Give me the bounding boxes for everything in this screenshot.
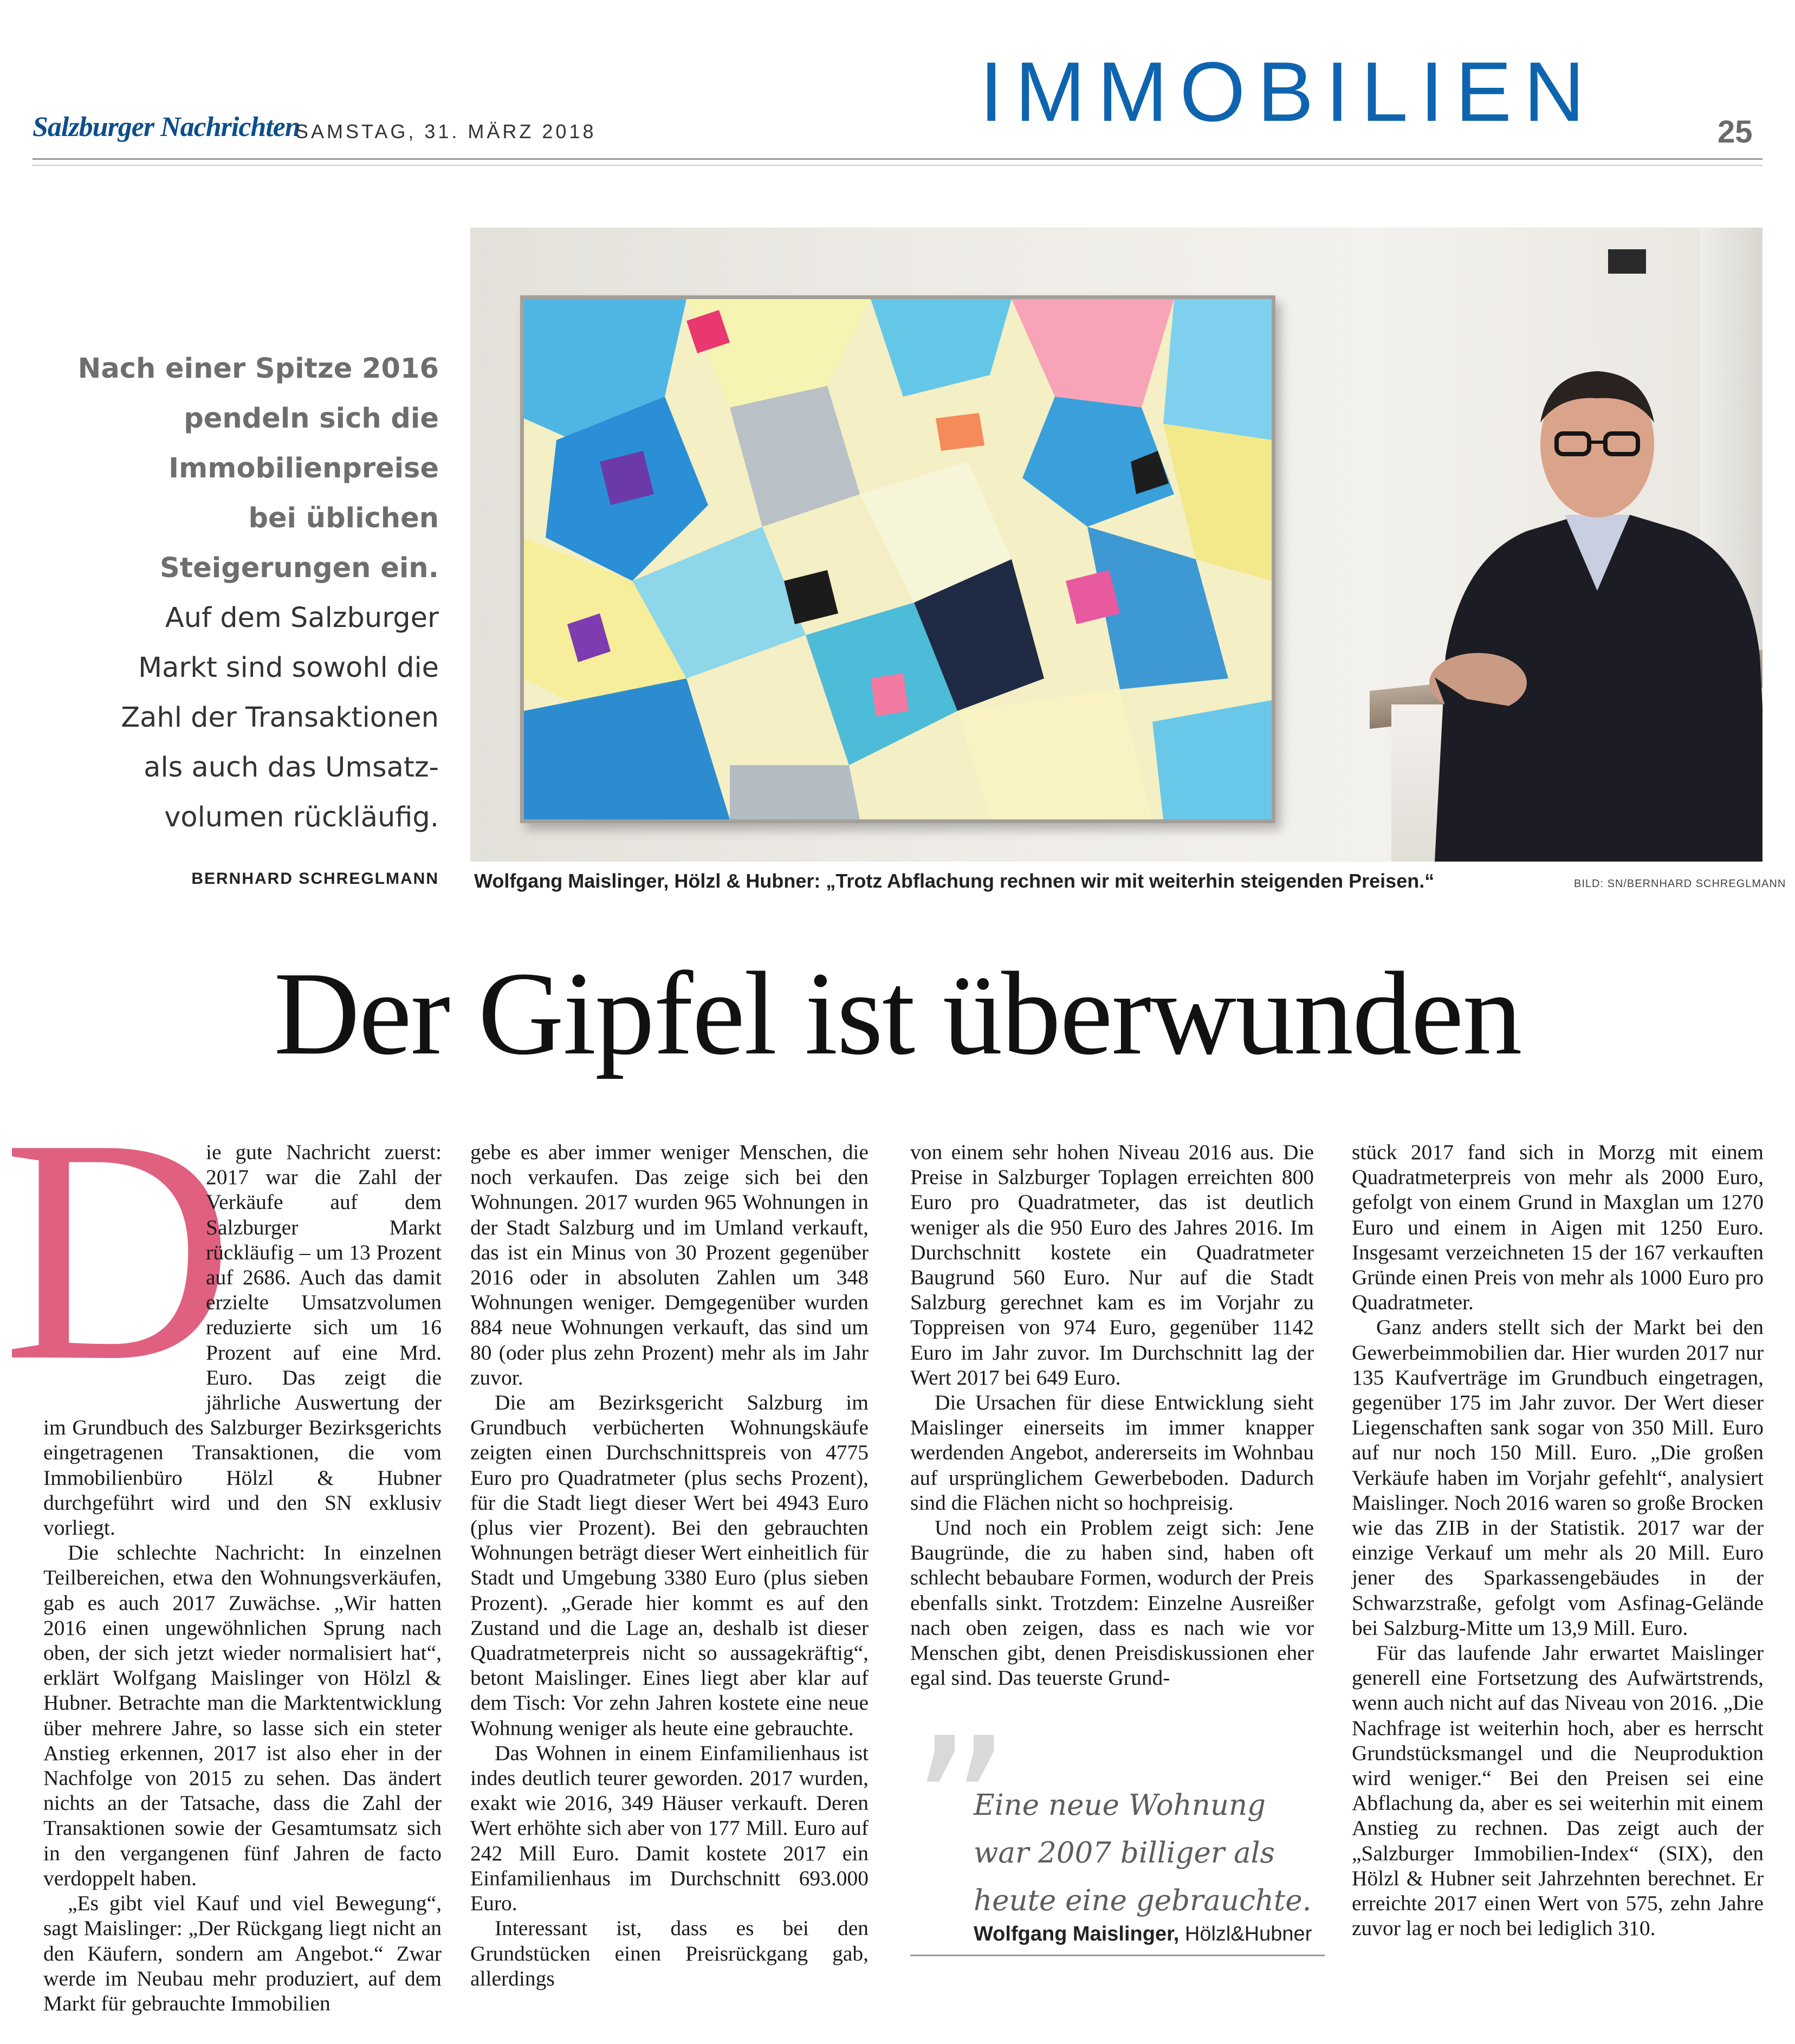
lead-line: Markt sind sowohl die: [138, 652, 439, 684]
paragraph: Die schlechte Nachricht: In einzelnen Teilbereichen, etwa den Wohnungsverkäufen, gab es auch 2017 Zuwächse. „Wir hatten 2016 einen ungewöhnlichen Sprung nach oben, der sich jetzt wieder normalisiert hat“, erklärt Wolfgang Maislinger von Hölzl & Hubner. Betrachte man die Marktentwicklung über mehrere Jahre, so lasse sich ein steter Anstieg erkennen, 2017 ist also eher in der Nachfolge von 2015 zu sehen. Das ändert nichts an der Tatsache, dass die Zahl der Transaktionen sowie der Gesamtumsatz sich in den vergangenen fünf Jahren de facto verdoppelt haben.: [43, 1541, 442, 1890]
photo-caption: Wolfgang Maislinger, Hölzl & Hubner: „Trotz Abflachung rechnen wir mit weiterhin steigenden Preisen.“: [474, 870, 1435, 892]
paragraph: Die Ursachen für diese Entwicklung sieht Maislinger einerseits im immer knapper werdenden Angebot, andererseits im Wohnbau auf ursprünglichem Gewerbeboden. Dadurch sind die Flächen nicht so hochpreisig.: [910, 1390, 1314, 1515]
drop-cap: D: [3, 1072, 234, 1427]
lead-line: pendeln sich die: [184, 403, 439, 435]
header-rule: [33, 158, 1762, 160]
quote-person: Wolfgang Maislinger,: [974, 1923, 1180, 1945]
page-number: 25: [1718, 114, 1753, 150]
author-byline: BERNHARD SCHREGLMANN: [191, 870, 439, 888]
lead-line: Auf dem Salzburger: [165, 602, 439, 634]
lead-line: volumen rückläufig.: [164, 801, 439, 833]
article-column-3: [910, 1140, 1314, 1690]
paragraph: Das Wohnen in einem Einfamilienhaus ist indes deutlich teurer geworden. 2017 wurden, exakt wie 2016, 349 Häuser verkauft. Deren Wert erhöhte sich aber von 177 Mill. Euro auf 242 Mill Euro. Damit kostete 2017 ein Einfamilienhaus im Durchschnitt 693.000 Euro.: [470, 1741, 869, 1916]
paragraph: Und noch ein Problem zeigt sich: Jene Baugründe, die zu haben sind, haben oft schlecht bebaubare Formen, wodurch der Preis ebenfalls sinkt. Trotzdem: Einzelne Ausreißer nach oben zeigen, dass es nach wie vor Menschen gibt, denen Preisdiskussionen eher egal sind. Das teuerste Grund-: [910, 1516, 1314, 1690]
lead-line: Nach einer Spitze 2016: [77, 353, 439, 385]
portrait-person: [1402, 352, 1762, 862]
section-title: IMMOBILIEN: [980, 45, 1597, 139]
article-column-2: [470, 1140, 869, 1991]
paragraph: „Es gibt viel Kauf und viel Bewegung“, sagt Maislinger: „Der Rückgang liegt nicht an den Käufern, sondern am Angebot.“ Zwar werde im Neubau mehr produziert, auf dem Markt für gebrauchte Immobilien: [43, 1891, 442, 2015]
paragraph: gebe es aber immer weniger Menschen, die noch verkaufen. Das zeige sich bei den Wohnungen. 2017 wurden 965 Wohnungen in der Stadt Salzburg und im Umland verkauft, das ist ein Minus von 30 Prozent gegenüber 2016 oder in absoluten Zahlen um 348 Wohnungen weniger. Demgegenüber wurden 884 neue Wohnungen verkauft, das sind um 80 (oder plus zehn Prozent) mehr als im Jahr zuvor.: [470, 1140, 869, 1389]
lead-line: Steigerungen ein.: [160, 552, 439, 584]
pull-quote-rule: [910, 1955, 1325, 1956]
lead-line: Immobilienpreise: [169, 452, 439, 484]
article-column-1: [43, 1140, 442, 2016]
article-photo: [470, 228, 1762, 862]
paragraph: von einem sehr hohen Niveau 2016 aus. Die Preise in Salzburger Toplagen erreichten 800 Euro pro Quadratmeter, das ist deutlich weniger als die 950 Euro des Jahres 2016. Im Durchschnitt kostete ein Quadratmeter Baugrund 560 Euro. Nur auf die Stadt Salzburg gerechnet kam es im Vorjahr zu Toppreisen von 974 Euro, gegenüber 1142 Euro im Jahr zuvor. Im Durchschnitt lag der Wert 2017 bei 649 Euro.: [910, 1140, 1314, 1389]
paragraph: ie gute Nachricht zuerst: 2017 war die Zahl der Verkäufe auf dem Salzburger Markt rückläufig – um 13 Prozent auf 2686. Auch das damit erzielte Umsatzvolumen reduzierte sich um 16 Prozent auf eine Mrd. Euro. Das zeigt die jährliche Auswertung der im Grundbuch des Salzburger Bezirksgerichts eingetragenen Transaktionen, die vom Immobilienbüro Hölzl & Hubner durchgeführt wird und den SN exklusiv vorliegt.: [43, 1140, 442, 1540]
header-rule-thin: [33, 165, 1762, 166]
paragraph: Für das laufende Jahr erwartet Maislinger generell eine Fortsetzung des Aufwärtstrends, wenn auch nicht auf das Niveau von 2016. „Die Nachfrage ist weiterhin hoch, aber es herrscht Grundstücksmangel und die Neuproduktion wird weniger.“ Bei den Preisen sei eine Abflachung da, aber es sei weiterhin mit einem Anstieg zu rechnen. Das zeigt auch der „Salzburger Immobilien-Index“ (SIX), den Hölzl & Hubner seit Jahrzehnten berechnet. Er erreichte 2017 einen Wert von 575, zehn Jahre zuvor lag er noch bei lediglich 310.: [1352, 1641, 1764, 1940]
dropcap-space: [43, 1140, 206, 1394]
paragraph: Die am Bezirksgericht Salzburg im Grundbuch verbücherten Wohnungskäufe zeigten einen Durchschnittspreis von 4775 Euro pro Quadratmeter (plus sechs Prozent), für die Stadt liegt dieser Wert bei 4943 Euro (plus vier Prozent). Bei den gebrauchten Wohnungen beträgt dieser Wert einheitlich für Stadt und Umgebung 3380 Euro (plus sieben Prozent). „Gerade hier kommt es auf den Zustand und die Lage an, deshalb ist dieser Quadratmeterpreis nicht so aussagekräftig“, betont Maislinger. Eines liegt aber klar auf dem Tisch: Vor zehn Jahren kostete eine neue Wohnung weniger als heute eine gebrauchte.: [470, 1390, 869, 1740]
paragraph: Interessant ist, dass es bei den Grundstücken einen Preisrückgang gab, allerdings: [470, 1916, 869, 1990]
lead-text: [49, 344, 439, 843]
lead-line: bei üblichen: [248, 502, 439, 534]
abstract-painting: [520, 295, 1275, 823]
lead-line: Zahl der Transaktionen: [121, 702, 439, 734]
article-column-4: [1352, 1140, 1764, 1941]
quote-company: Hölzl&Hubner: [1184, 1923, 1312, 1945]
paragraph: Ganz anders stellt sich der Markt bei den Gewerbeimmobilien dar. Hier wurden 2017 nur 135 Kaufverträge im Grundbuch eingetragen, gegenüber 175 im Jahr zuvor. Der Wert dieser Liegenschaften sank sogar von 350 Mill. Euro auf nur noch 150 Mill. Euro. „Die großen Verkäufe haben im Vorjahr gefehlt“, analysiert Maislinger. Noch 2016 waren so große Brocken wie das ZIB in der Statistik. 2017 war der einzige Verkauf um mehr als 20 Mill. Euro jener des Sparkassengebäudes in der Schwarzstraße, gefolgt vom Asfinag-Gelände bei Salzburg-Mitte um 13,9 Mill. Euro.: [1352, 1315, 1764, 1640]
lead-line: als auch das Umsatz-: [144, 752, 439, 784]
pull-quote-attribution: [974, 1923, 1312, 1946]
pull-quote: Eine neue Wohnung war 2007 billiger als heute eine gebrauchte.: [974, 1789, 1312, 1917]
exit-sign: [1608, 249, 1646, 274]
headline: Der Gipfel ist überwunden: [274, 947, 1521, 1079]
quote-mark-icon: ”: [910, 1696, 1012, 1923]
newspaper-logo: Salzburger Nachrichten: [33, 112, 300, 143]
paragraph: stück 2017 fand sich in Morzg mit einem Quadratmeterpreis von mehr als 2000 Euro, gefolgt von einem Grund in Maxglan um 1270 Euro und einem in Aigen mit 1250 Euro. Insgesamt verzeichneten 15 der 167 verkauften Gründe einen Preis von mehr als 1000 Euro pro Quadratmeter.: [1352, 1140, 1764, 1315]
issue-date: SAMSTAG, 31. MÄRZ 2018: [295, 120, 597, 143]
photo-credit: BILD: SN/BERNHARD SCHREGLMANN: [1574, 878, 1786, 890]
